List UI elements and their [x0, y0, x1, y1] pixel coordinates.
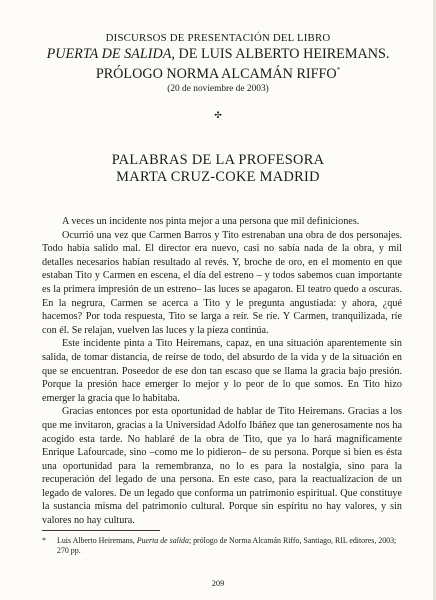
paragraph: Este incidente pinta a Tito Heiremans, capaz, en una situación aparentemente sin salida, de tomar distancia, de reírse de todo, del absurdo de la vida y de la situación en que se encuentran. Poseedor de ese don tan escaso que se llama la gracia bajo presión. Porque la presión hace emerger lo mejor y lo peor de lo que somos. En Tito hizo emerger la gracia que lo habitaba.	[42, 338, 402, 404]
speech-title	[30, 152, 406, 186]
footnote	[42, 536, 402, 557]
footnote-text	[57, 536, 402, 557]
prologue-credit: PRÓLOGO NORMA ALCAMÁN RIFFO	[95, 66, 337, 82]
footnote-author: Luis Alberto Heiremans,	[57, 536, 137, 545]
book-title: PUERTA DE SALIDA	[46, 46, 172, 62]
footnote-mark: *	[42, 536, 46, 545]
section-header	[30, 32, 406, 95]
header-line-2	[30, 46, 406, 62]
header-line-3	[30, 62, 406, 82]
footnote-rule	[42, 530, 160, 531]
footnote-book: Puerta de salida	[136, 536, 189, 545]
paragraph: Ocurrió una vez que Carmen Barros y Tito estrenaban una obra de dos personajes. Todo había salido mal. El director era nuevo, casi no sabía nada de la obra, y mil detalles necesarios habían resultado al revés. Y, broche de oro, en el momento en que estaban Tito y Carmen en escena, el día del estreno – y todos sabemos cuan importante es la primera impresión de un estreno– las luces se apagaron. El teatro quedo a oscuras. En la negrura, Carmen se acerca a Tito y le pregunta angustiada: y ahora, ¿qué hacemos? Por toda respuesta, Tito se larga a reír. Se ríe. Y Carmen, tranquilizada, ríe con él. Se relajan, vuelven las luces y la pieza continúa.	[42, 229, 402, 336]
title-line-2: MARTA CRUZ-COKE MADRID	[116, 169, 320, 185]
page-number: 209	[211, 579, 225, 588]
event-date: (20 de noviembre de 2003)	[167, 84, 269, 94]
footnote-ref: *	[336, 66, 341, 74]
ornament-icon: ✣	[214, 110, 222, 120]
header-line-1: DISCURSOS DE PRESENTACIÓN DEL LIBRO	[105, 32, 331, 44]
paragraph: A veces un incidente nos pinta mejor a una persona que mil definiciones.	[62, 216, 360, 227]
title-line-1: PALABRAS DE LA PROFESORA	[111, 152, 325, 168]
paragraph: Gracias entonces por esta oportunidad de hablar de Tito Heiremans. Gracias a los que me invitaron, gracias a la Universidad Adolfo Ibáñez que tan generosamente nos ha acogido esta tarde. No hablaré de la obra de Tito, que ya lo hará magníficamente Enrique Lafourcade, sino –como me lo pidieron– de su persona. Porque si bien es ésta una oportunidad para la remembranza, no lo es para la nostalgia, sino para la recuperación del legado de una persona. En este caso, para la reactualizacion de un legado de valores. De un legado que conforma un patrimonio espiritual. Que constituye la sustancia misma del patrimonio cultural. Porque sin espíritu no hay valores, y sin valores no hay cultura.	[42, 406, 402, 527]
header-author: , DE LUIS ALBERTO HEIREMANS.	[171, 46, 390, 62]
body-text	[42, 215, 402, 528]
footnote-details: ; prólogo de Norma Alcamán Riffo, Santiago, RIL editores, 2003; 270 pp.	[57, 536, 397, 556]
